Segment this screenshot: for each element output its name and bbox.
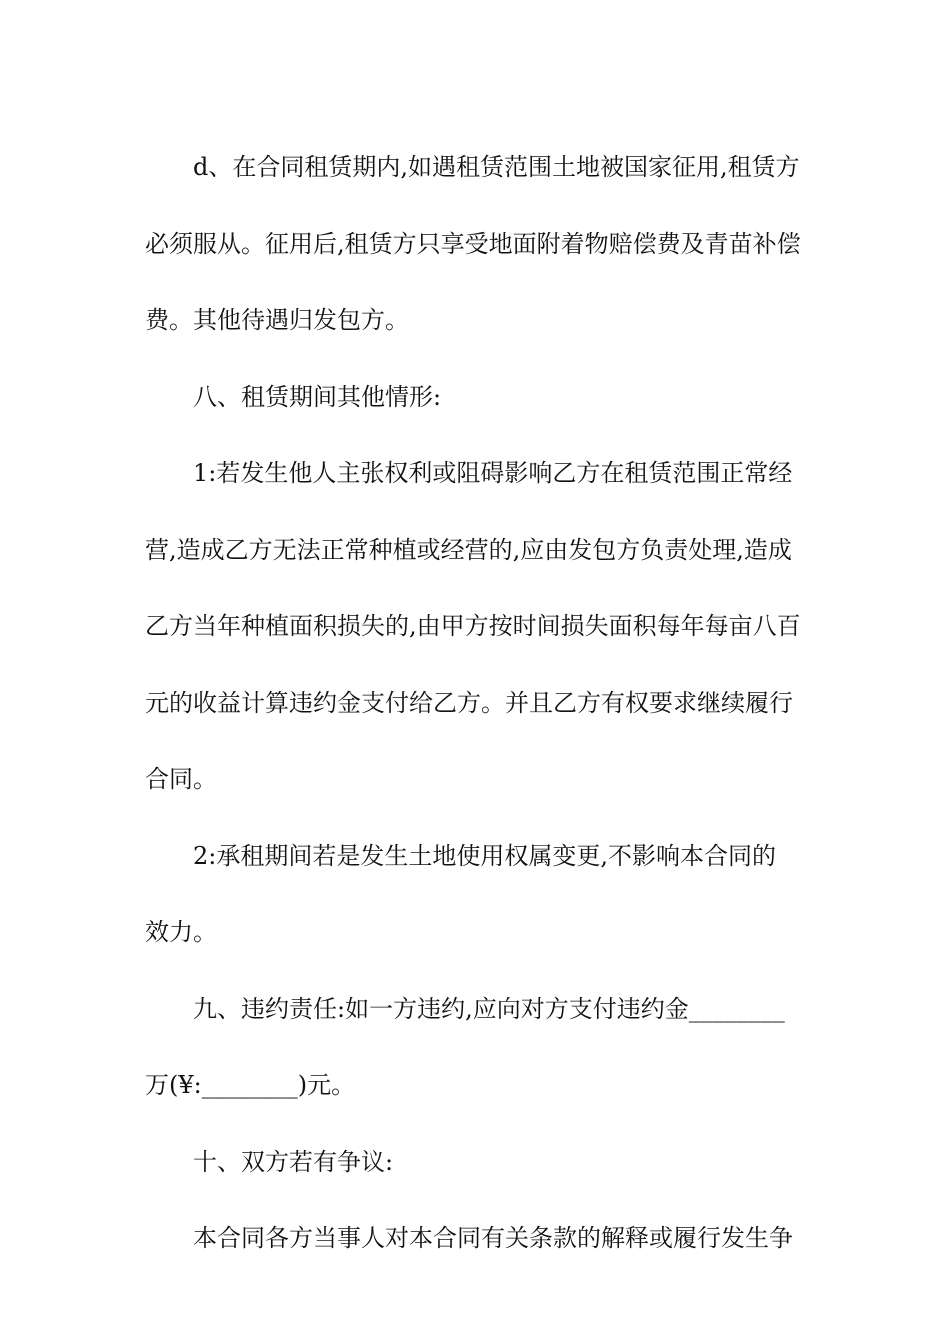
paragraph-line-15: 本合同各方当事人对本合同有关条款的解释或履行发生争 [193,1224,793,1252]
section-heading-10: 十、双方若有争议: [193,1147,394,1176]
document-body [145,129,810,1277]
paragraph-line-10: 2:承租期间若是发生土地使用权属变更,不影响本合同的 [193,841,776,870]
section-heading-8: 八、租赁期间其他情形: [193,382,442,411]
paragraph-line-11: 效力。 [145,918,217,946]
paragraph-line-2: 必须服从。征用后,租赁方只享受地面附着物赔偿费及青苗补偿 [145,229,801,258]
paragraph-line-8: 元的收益计算违约金支付给乙方。并且乙方有权要求继续履行 [145,688,793,717]
section-heading-9: 九、违约责任:如一方违约,应向对方支付违约金________ [193,994,785,1023]
paragraph-line-13: 万(¥:________)元。 [145,1071,356,1099]
paragraph-line-1: d、在合同租赁期内,如遇租赁范围土地被国家征用,租赁方 [193,153,800,181]
paragraph-line-3: 费。其他待遇归发包方。 [145,306,409,334]
paragraph-line-7: 乙方当年种植面积损失的,由甲方按时间损失面积每年每亩八百 [145,612,801,640]
paragraph-line-9: 合同。 [145,765,217,793]
paragraph-line-6: 营,造成乙方无法正常种植或经营的,应由发包方负责处理,造成 [145,535,792,564]
paragraph-line-5: 1:若发生他人主张权利或阻碍影响乙方在租赁范围正常经 [193,459,793,487]
